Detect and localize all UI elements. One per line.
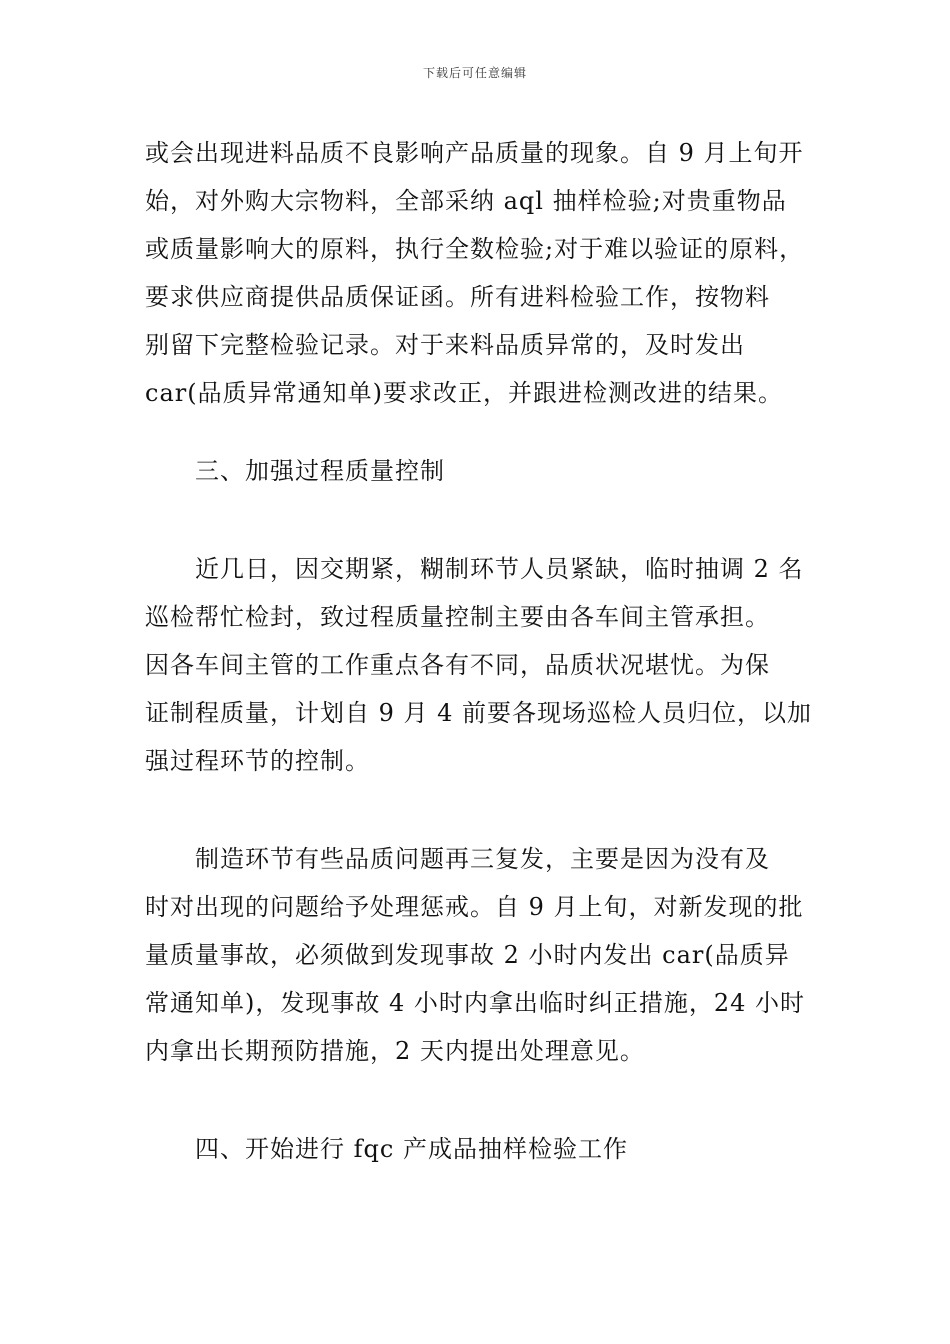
page-header: 下载后可任意编辑 bbox=[422, 66, 527, 80]
text-line: 要求供应商提供品质保证函。所有进料检验工作，按物料 bbox=[145, 283, 770, 311]
paragraph-recurring-issues bbox=[145, 835, 825, 1075]
text-line: 制造环节有些品质问题再三复发，主要是因为没有及 bbox=[195, 845, 770, 873]
text-line: 量质量事故，必须做到发现事故 2 小时内发出 car(品质异 bbox=[145, 941, 790, 969]
paragraph-process-control bbox=[145, 545, 825, 785]
text-line: 证制程质量，计划自 9 月 4 前要各现场巡检人员归位，以加 bbox=[145, 699, 813, 727]
text-line: 因各车间主管的工作重点各有不同，品质状况堪忧。为保 bbox=[145, 651, 770, 679]
text-line: 强过程环节的控制。 bbox=[145, 747, 370, 775]
text-line: 常通知单)，发现事故 4 小时内拿出临时纠正措施，24 小时 bbox=[145, 989, 806, 1017]
text-line: 内拿出长期预防措施，2 天内提出处理意见。 bbox=[145, 1037, 645, 1065]
text-line: 近几日，因交期紧，糊制环节人员紧缺，临时抽调 2 名 bbox=[195, 555, 804, 583]
document-body bbox=[145, 129, 825, 1173]
text-line: 始，对外购大宗物料，全部采纳 aql 抽样检验;对贵重物品 bbox=[145, 187, 787, 215]
section-heading-3: 三、加强过程质量控制 bbox=[195, 457, 445, 485]
text-line: 巡检帮忙检封，致过程质量控制主要由各车间主管承担。 bbox=[145, 603, 770, 631]
text-line: 别留下完整检验记录。对于来料品质异常的，及时发出 bbox=[145, 331, 745, 359]
paragraph-incoming-inspection bbox=[145, 129, 825, 417]
text-line: car(品质异常通知单)要求改正，并跟进检测改进的结果。 bbox=[145, 379, 783, 407]
text-line: 或会出现进料品质不良影响产品质量的现象。自 9 月上旬开 bbox=[145, 139, 804, 167]
section-heading-4: 四、开始进行 fqc 产成品抽样检验工作 bbox=[195, 1135, 628, 1163]
text-line: 或质量影响大的原料，执行全数检验;对于难以验证的原料， bbox=[145, 235, 805, 263]
text-line: 时对出现的问题给予处理惩戒。自 9 月上旬，对新发现的批 bbox=[145, 893, 804, 921]
